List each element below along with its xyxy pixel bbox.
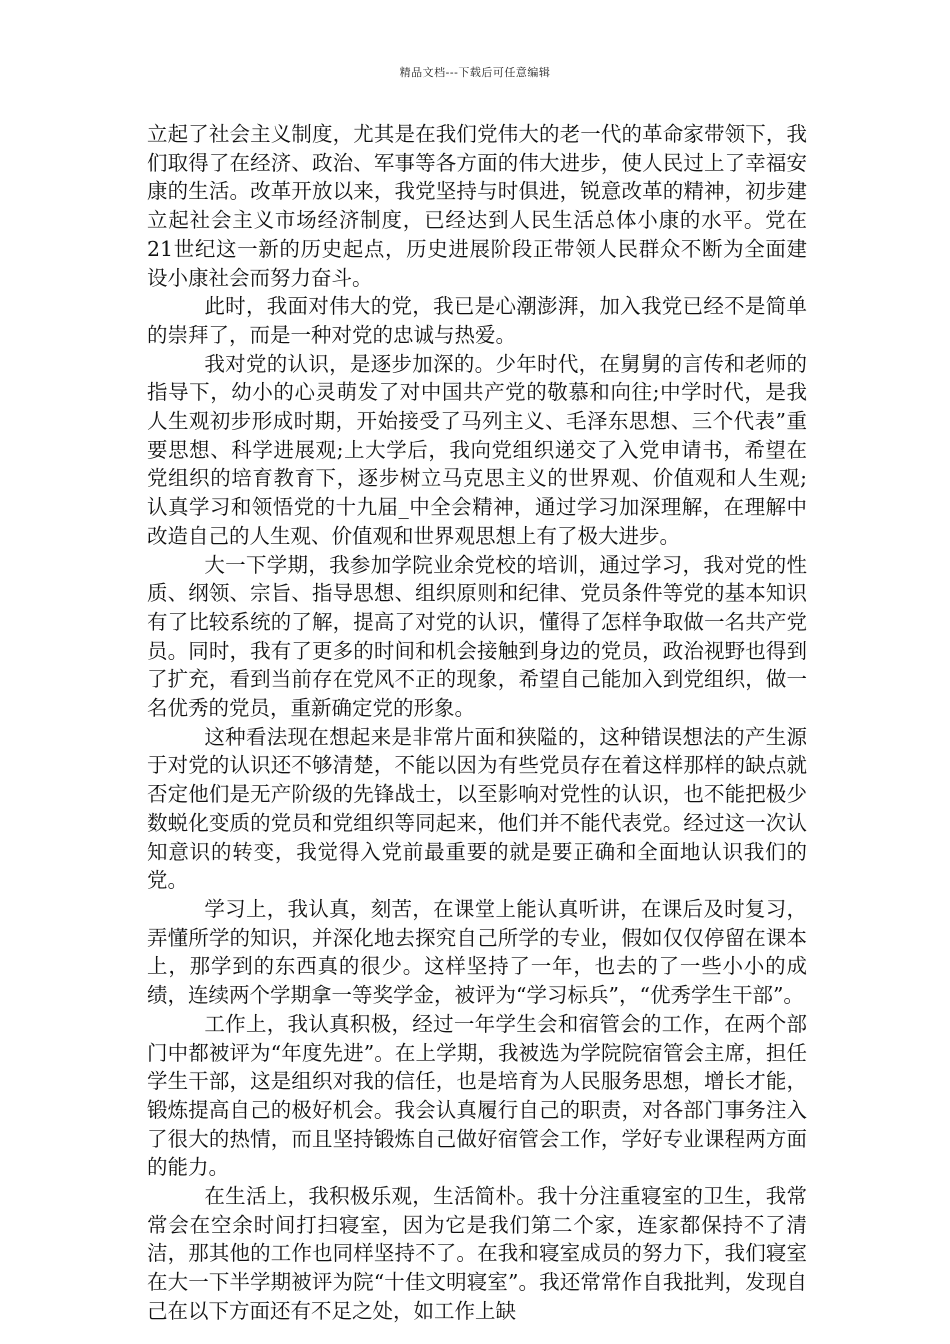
paragraph: 此时，我面对伟大的党，我已是心潮澎湃，加入我党已经不是简单的崇拜了，而是一种对党的忠诚与热爱。 [147,294,807,347]
page-header: 精品文档---下载后可任意编辑 [399,66,551,79]
paragraph: 我对党的认识，是逐步加深的。少年时代，在舅舅的言传和老师的指导下，幼小的心灵萌发了对中国共产党的敬慕和向往;中学时代，是我人生观初步形成时期，开始接受了马列主义、毛泽东思想、三个代表”重要思想、科学进展观;上大学后，我向党组织递交了入党申请书，希望在党组织的培育教育下，逐步树立马克思主义的世界观、价值观和人生观;认真学习和领悟党的十九届_中全会精神，通过学习加深理解，在理解中改造自己的人生观、价值观和世界观思想上有了极大进步。 [147,351,807,548]
paragraph: 在生活上，我积极乐观，生活简朴。我十分注重寝室的卫生，我常常会在空余时间打扫寝室，因为它是我们第二个家，连家都保持不了清洁，那其他的工作也同样坚持不了。在我和寝室成员的努力下，我们寝室在大一下半学期被评为院“十佳文明寝室”。我还常常作自我批判，发现自己在以下方面还有不足之处，如工作上缺 [147,1184,807,1323]
document-body [147,120,807,1326]
paragraph: 这种看法现在想起来是非常片面和狭隘的，这种错误想法的产生源于对党的认识还不够清楚，不能以因为有些党员存在着这样那样的缺点就否定他们是无产阶级的先锋战士，以至影响对党性的认识，也不能把极少数蜕化变质的党员和党组织等同起来，他们并不能代表党。经过这一次认知意识的转变，我觉得入党前最重要的就是要正确和全面地认识我们的党。 [147,724,807,893]
paragraph: 立起了社会主义制度，尤其是在我们党伟大的老一代的革命家带领下，我们取得了在经济、政治、军事等各方面的伟大进步，使人民过上了幸福安康的生活。改革开放以来，我党坚持与时俱进，锐意改革的精神，初步建立起社会主义市场经济制度，已经达到人民生活总体小康的水平。党在21世纪这一新的历史起点，历史进展阶段正带领人民群众不断为全面建设小康社会而努力奋斗。 [147,122,807,290]
paragraph: 大一下学期，我参加学院业余党校的培训，通过学习，我对党的性质、纲领、宗旨、指导思想、组织原则和纪律、党员条件等党的基本知识有了比较系统的了解，提高了对党的认识，懂得了怎样争取做一名共产党员。同时，我有了更多的时间和机会接触到身边的党员，政治视野也得到了扩充，看到当前存在党风不正的现象，希望自己能加入到党组织，做一名优秀的党员，重新确定党的形象。 [147,552,807,721]
paragraph: 学习上，我认真，刻苦，在课堂上能认真听讲，在课后及时复习，弄懂所学的知识，并深化地去探究自己所学的专业，假如仅仅停留在课本上，那学到的东西真的很少。这样坚持了一年，也去的了一些小小的成绩，连续两个学期拿一等奖学金，被评为“学习标兵”，“优秀学生干部”。 [147,896,807,1008]
paragraph: 工作上，我认真积极，经过一年学生会和宿管会的工作，在两个部门中都被评为“年度先进”。在上学期，我被选为学院院宿管会主席，担任学生干部，这是组织对我的信任，也是培育为人民服务思想，增长才能，锻炼提高自己的极好机会。我会认真履行自己的职责，对各部门事务注入了很大的热情，而且坚持锻炼自己做好宿管会工作，学好专业课程两方面的能力。 [147,1011,807,1180]
